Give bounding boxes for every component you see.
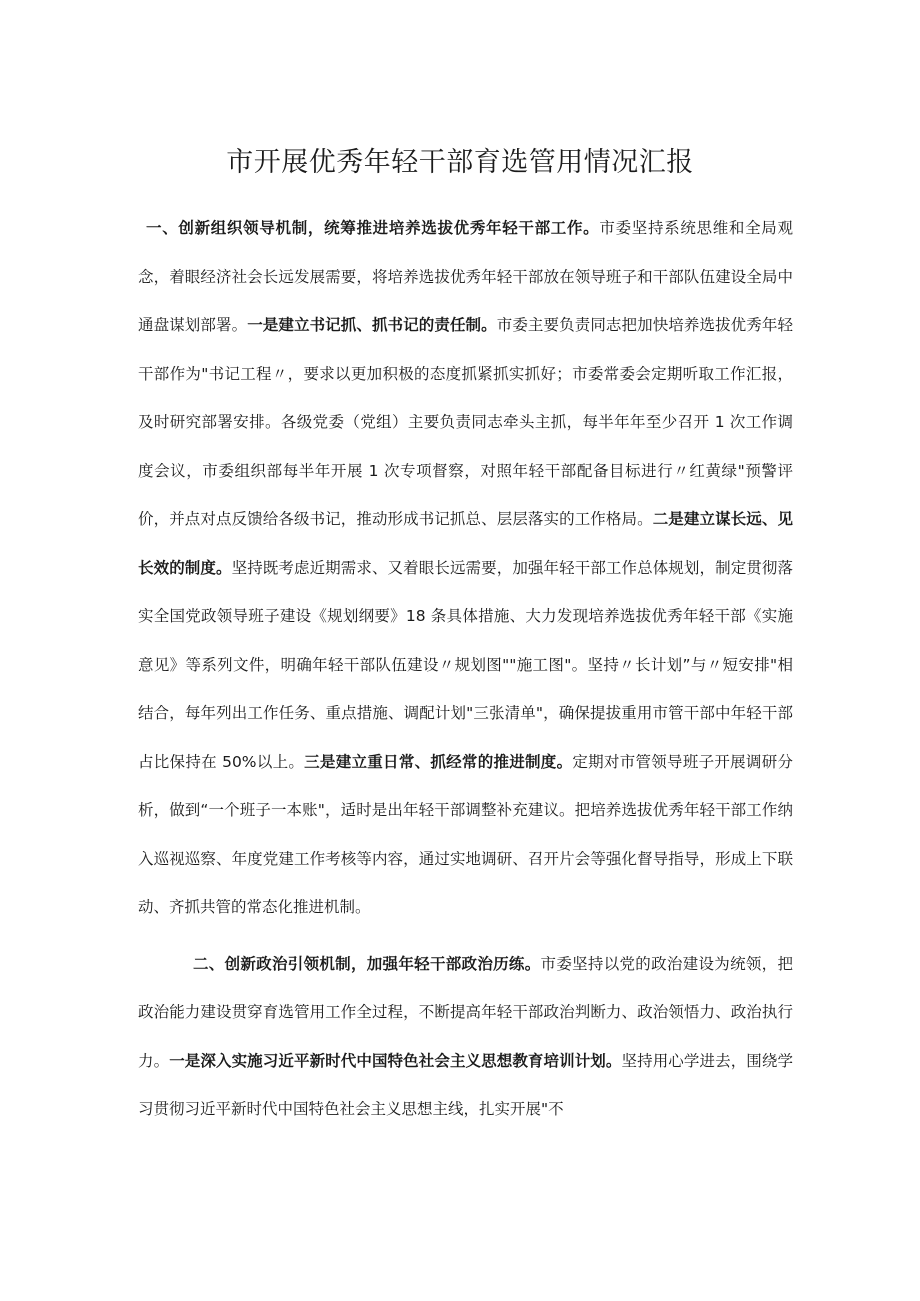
paragraph-2-point-1: 一是深入实施习近平新时代中国特色社会主义思想教育培训计划。 [169,1051,622,1070]
paragraph-1-point-3-text: 定期对市管领导班子开展调研分析，做到“一个班子一本账"，适时是出年轻干部调整补充建议。把培养选拔优秀年轻干部工作纳入巡视巡察、年度党建工作考核等内容，通过实地调研、召开片会等强化督导指导，形成上下联动、齐抓共管的常态化推进机制。 [138,752,793,916]
paragraph-1-point-1: 一是建立书记抓、抓书记的责任制。 [247,316,497,334]
paragraph-2-text: 市委坚持以党的政治建设为统领，把政治能力建设贯穿育选管用工作全过程，不断提高年轻干部政治判断力、政治领悟力、政治执行力。 [138,954,793,1070]
paragraph-1-point-2: 二是建立谋长远、见长效的制度。 [138,510,793,577]
paragraph-1-point-1-text: 市委主要负责同志把加快培养选拔优秀年轻干部作为"书记工程〃，要求以更加积极的态度抓紧抓实抓好；市委常委会定期听取工作汇报，及时研究部署安排。各级党委（党组）主要负责同志牵头主抓，每半年年至少召开 1 次工作调度会议，市委组织部每半年开展 1 次专项督察，对照年轻干部配备目标进行〃红黄绿"预警评价，并点对点反馈给各级书记，推动形成书记抓总、层层落实的工作格局。 [138,316,793,528]
paragraph-2 [138,940,793,1134]
paragraph-1-text: 市委坚持系统思维和全局观念，着眼经济社会长远发展需要，将培养选拔优秀年轻干部放在领导班子和干部队伍建设全局中通盘谋划部署。 [138,219,793,334]
document-body [138,204,793,1134]
paragraph-1-heading: 一、创新组织领导机制，统筹推进培养选拔优秀年轻干部工作。 [146,219,600,237]
document-title: 市开展优秀年轻干部育选管用情况汇报 [226,147,694,178]
paragraph-2-point-1-text: 坚持用心学进去，围绕学习贯彻习近平新时代中国特色社会主义思想主线，扎实开展"不 [138,1051,793,1118]
paragraph-1-point-3: 三是建立重日常、抓经常的推进制度。 [304,752,573,771]
paragraph-2-heading: 二、创新政治引领机制，加强年轻干部政治历练。 [193,954,541,973]
paragraph-1-point-2-text: 坚持既考虑近期需求、又着眼长远需要，加强年轻干部工作总体规划，制定贯彻落实全国党政领导班子建设《规划纲要》18 条具体措施、大力发现培养选拔优秀年轻干部《实施意见》等系列文件，明确年轻干部队伍建设〃规划图""施工图"。坚持〃长计划”与〃短安排"相结合，每年列出工作任务、重点措施、调配计划"三张清单"，确保提拔重用市管干部中年轻干部占比保持在 50%以上。 [138,558,793,771]
paragraph-1 [138,204,793,932]
